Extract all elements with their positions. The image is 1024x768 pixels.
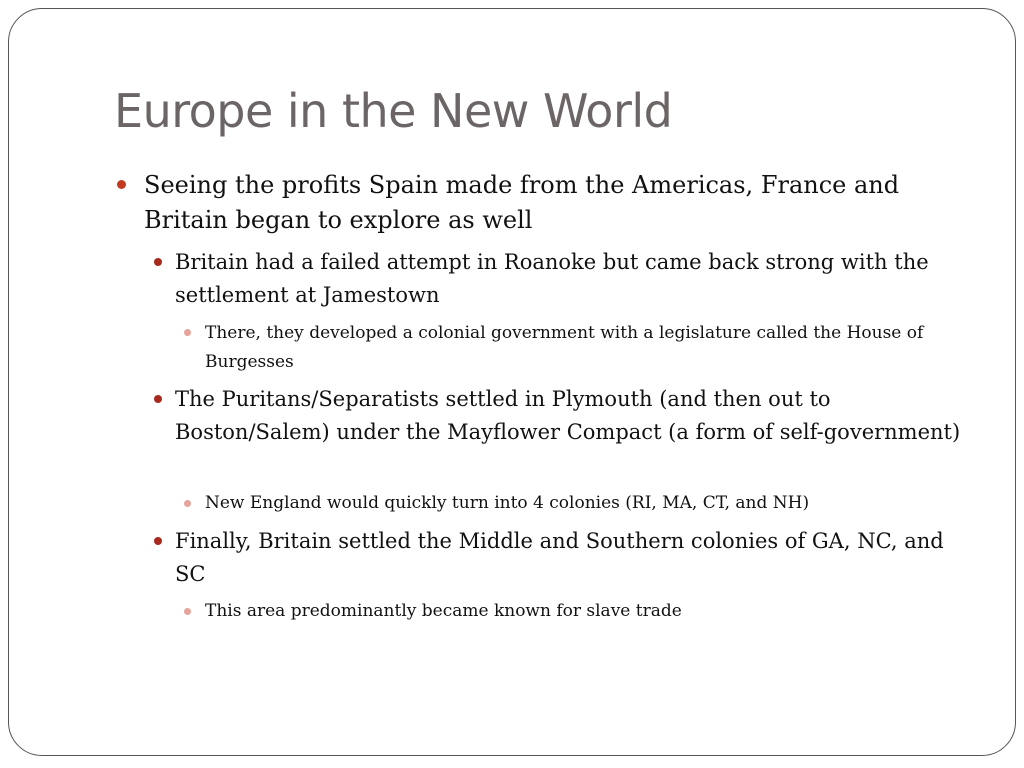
bullet-level3-text: This area predominantly became known for slave trade <box>205 601 682 621</box>
bullet-level2-text: Finally, Britain settled the Middle and Southern colonies of GA, NC, and SC <box>175 529 944 586</box>
bullet-dot-icon <box>154 258 162 266</box>
bullet-level3-text: There, they developed a colonial government with a legislature called the House of Burgesses <box>205 323 924 372</box>
bullet-level3-text: New England would quickly turn into 4 colonies (RI, MA, CT, and NH) <box>205 493 810 513</box>
bullet-level2-text: The Puritans/Separatists settled in Plymouth (and then out to Boston/Salem) under the Mayflower Compact (a form of self-government) <box>175 387 961 444</box>
bullet-dot-icon <box>154 537 162 545</box>
bullet-dot-icon <box>184 329 191 336</box>
slide-title: Europe in the New World <box>114 84 673 138</box>
bullet-dot-icon <box>184 500 191 507</box>
bullet-level2-text: Britain had a failed attempt in Roanoke but came back strong with the settlement at Jamestown <box>175 250 929 307</box>
bullet-dot-icon <box>154 395 162 403</box>
bullet-dot-icon <box>117 180 126 189</box>
bullet-dot-icon <box>184 608 191 615</box>
bullet-level1-text: Seeing the profits Spain made from the Americas, France and Britain began to explore as well <box>144 171 900 234</box>
